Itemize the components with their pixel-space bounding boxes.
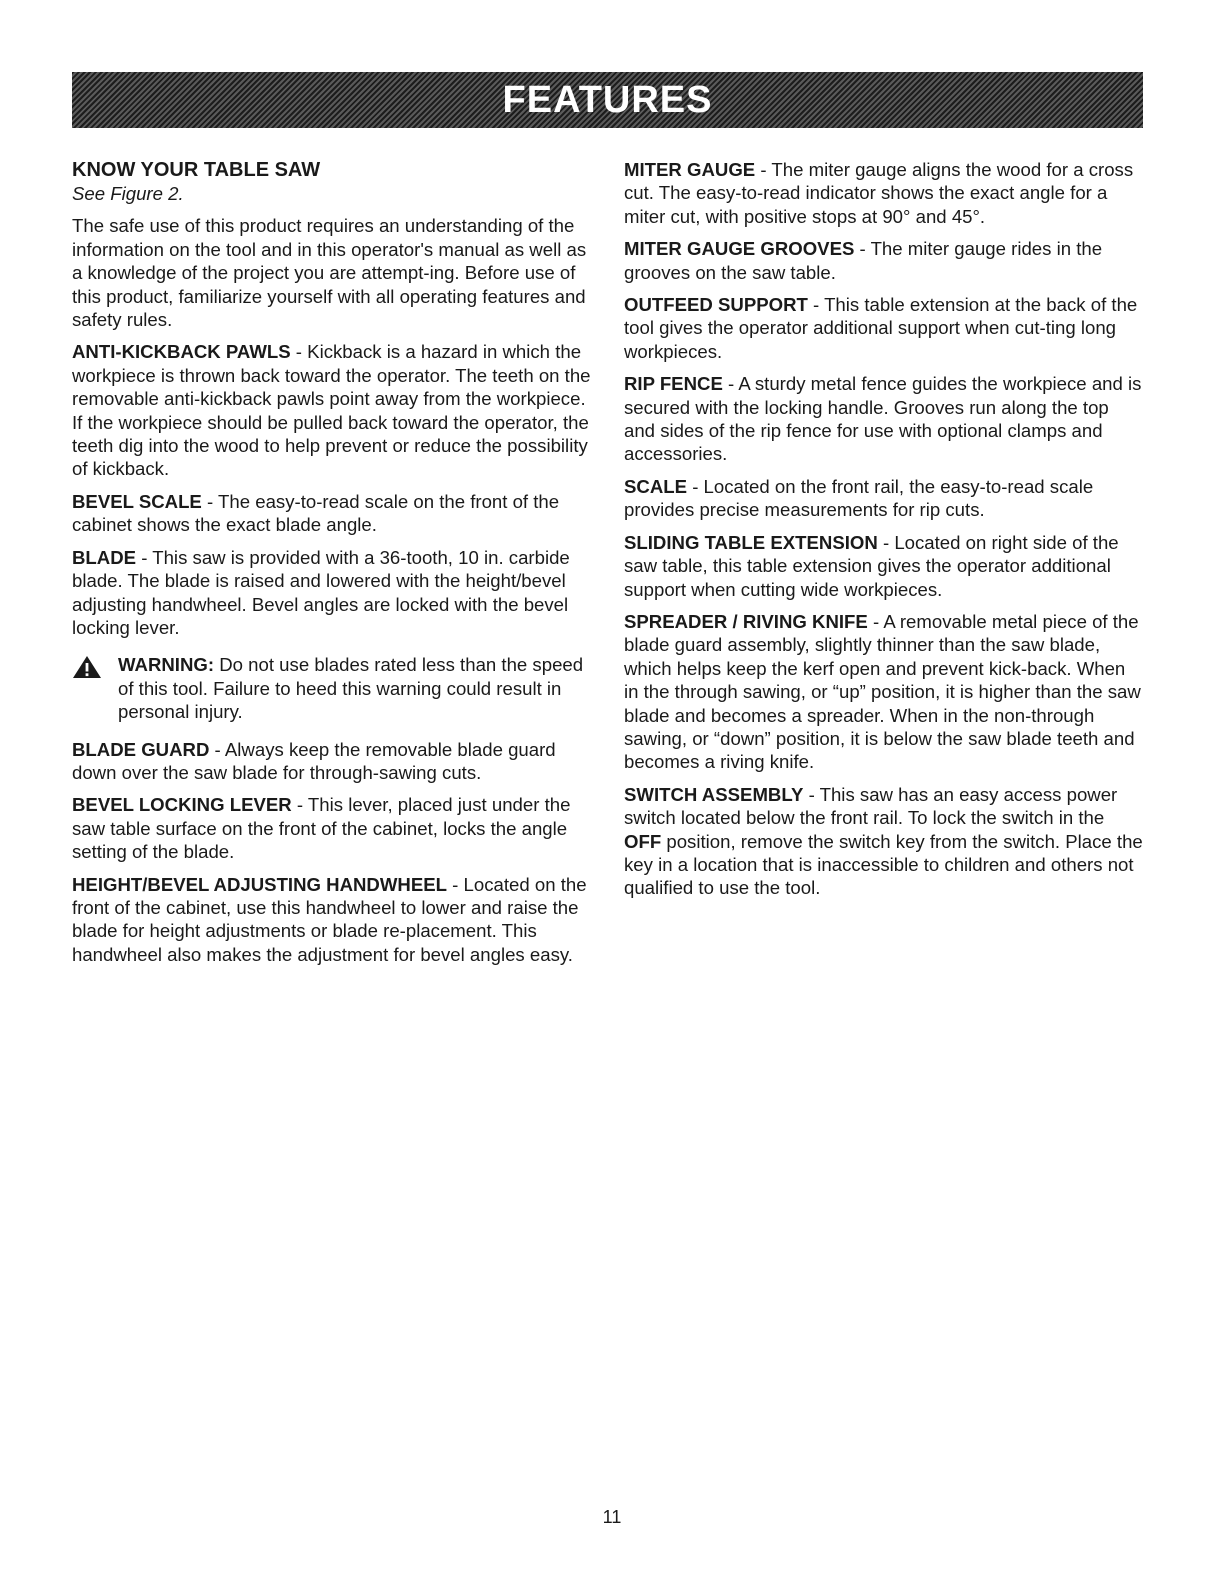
feature-bevel-locking-lever: BEVEL LOCKING LEVER - This lever, placed just under the saw table surface on the front of the cabinet, locks the angle setting of the blade. <box>72 794 571 863</box>
warning-block <box>72 653 594 723</box>
section-heading: KNOW YOUR TABLE SAW <box>72 159 321 181</box>
feature-rip-fence: RIP FENCE - A sturdy metal fence guides the workpiece and is secured with the locking handle. Grooves run along the top and sides of the rip fence for use with optional clamps and accessories. <box>624 373 1142 465</box>
feature-height-bevel-handwheel: HEIGHT/BEVEL ADJUSTING HANDWHEEL - Located on the front of the cabinet, use this handwheel to lower and raise the blade for height adjustments or blade re-placement. This handwheel also makes the adjustment for bevel angles easy. <box>72 873 587 965</box>
feature-blade: BLADE - This saw is provided with a 36-tooth, 10 in. carbide blade. The blade is raised and lowered with the height/bevel adjusting handwheel. Bevel angles are locked with the bevel locking lever. <box>72 546 570 638</box>
feature-scale: SCALE - Located on the front rail, the easy-to-read scale provides precise measurements for rip cuts. <box>624 475 1094 521</box>
right-column <box>624 158 1144 909</box>
feature-anti-kickback-pawls: ANTI-KICKBACK PAWLS - Kickback is a hazard in which the workpiece is thrown back toward the operator. The teeth on the removable anti-kickback pawls point away from the workpiece. If the workpiece should be pulled back toward the operator, the teeth dig into the wood to help prevent or reduce the possibility of kickback. <box>72 341 591 480</box>
feature-outfeed-support: OUTFEED SUPPORT - This table extension at the back of the tool gives the operator additional support when cut-ting long workpieces. <box>624 294 1138 362</box>
page-number: 11 <box>602 1507 622 1527</box>
feature-bevel-scale: BEVEL SCALE - The easy-to-read scale on the front of the cabinet shows the exact blade angle. <box>72 490 560 536</box>
figure-reference: See Figure 2. <box>72 183 184 204</box>
left-column <box>72 158 594 975</box>
warning-label: WARNING: <box>118 654 215 676</box>
off-label: OFF <box>624 830 662 852</box>
banner-title: FEATURES <box>502 78 713 121</box>
feature-miter-gauge: MITER GAUGE - The miter gauge aligns the wood for a cross cut. The easy-to-read indicator shows the exact angle for a miter cut, with positive stops at 90° and 45°. <box>624 159 1134 227</box>
intro-paragraph: The safe use of this product requires an understanding of the information on the tool and in this operator's manual as well as a knowledge of the project you are attempt-ing. Before use of this product, familiarize yourself with all operating features and safety rules. <box>72 215 587 331</box>
features-banner <box>72 72 1143 128</box>
warning-text: WARNING: Do not use blades rated less than the speed of this tool. Failure to heed this warning could result in personal injury. <box>118 654 584 723</box>
feature-spreader-riving-knife: SPREADER / RIVING KNIFE - A removable metal piece of the blade guard assembly, slightly thinner than the saw blade, which helps keep the kerf open and prevent kick-back. When in the through sawing, or “up” position, it is higher than the saw blade and becomes a spreader. When in the non-through sawing, or “down” position, it is below the saw blade teeth and becomes a riving knife. <box>624 610 1141 773</box>
feature-switch-assembly: SWITCH ASSEMBLY - This saw has an easy access power switch located below the front rail. To lock the switch in the OFF position, remove the switch key from the switch. Place the key in a location that is inaccessible to children and others not qualified to use the tool. <box>624 783 1143 899</box>
warning-triangle-icon <box>72 653 116 723</box>
feature-blade-guard: BLADE GUARD - Always keep the removable blade guard down over the saw blade for through-sawing cuts. <box>72 738 556 783</box>
feature-sliding-table-extension: SLIDING TABLE EXTENSION - Located on right side of the saw table, this table extension gives the operator additional support when cutting wide workpieces. <box>624 531 1119 600</box>
feature-miter-gauge-grooves: MITER GAUGE GROOVES - The miter gauge rides in the grooves on the saw table. <box>624 238 1103 283</box>
